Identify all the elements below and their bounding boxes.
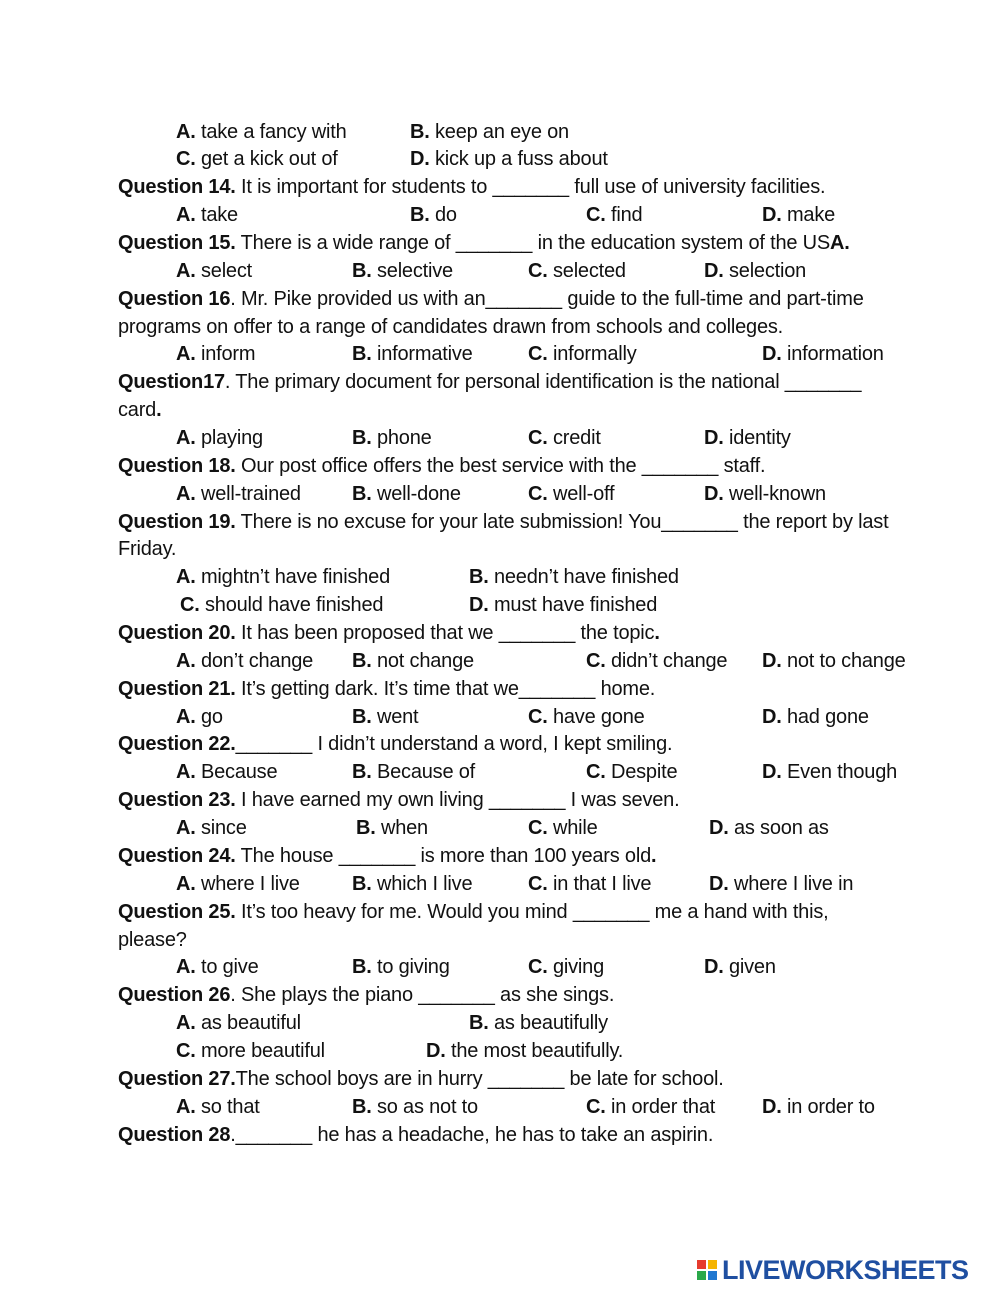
question-22: Question 22._______ I didn’t understand a word, I kept smiling.	[118, 733, 673, 755]
option-b: B. informative	[352, 343, 473, 365]
option-a: A. since	[176, 817, 247, 839]
option-a: A. as beautiful	[176, 1012, 301, 1034]
option-d: D. identity	[704, 427, 791, 449]
question-15: Question 15. There is a wide range of _______ in the education system of the USA.	[118, 232, 850, 254]
option-c: C. find	[586, 204, 643, 226]
option-c: C. while	[528, 817, 598, 839]
question-17: Question17. The primary document for personal identification is the national _______	[118, 371, 862, 393]
option-d: D. in order to	[762, 1096, 875, 1118]
option-d: D. well-known	[704, 483, 826, 505]
option-b: B. do	[410, 204, 457, 226]
option-a: A. so that	[176, 1096, 260, 1118]
option-d: D. where I live in	[709, 873, 854, 895]
option-c: C. in that I live	[528, 873, 652, 895]
option-a: A. Because	[176, 761, 278, 783]
option-a: A. don’t change	[176, 650, 314, 672]
option-b: B. well-done	[352, 483, 461, 505]
option-a: A. well-trained	[176, 483, 301, 505]
option-a: A. mightn’t have finished	[176, 566, 391, 588]
option-b: B. not change	[352, 650, 474, 672]
option-d: D. Even though	[762, 761, 898, 783]
option-d: D. kick up a fuss about	[410, 148, 608, 170]
option-b: B. so as not to	[352, 1096, 478, 1118]
option-b: B. went	[352, 706, 419, 728]
option-d: D. had gone	[762, 706, 869, 728]
option-b: B. keep an eye on	[410, 121, 569, 143]
option-c: C. more beautiful	[176, 1040, 325, 1062]
option-d: D. given	[704, 956, 776, 978]
option-b: B. phone	[352, 427, 432, 449]
question-14: Question 14. It is important for students to _______ full use of university facilities.	[118, 176, 826, 198]
option-d: D. as soon as	[709, 817, 829, 839]
option-b: B. to giving	[352, 956, 450, 978]
option-d: D. not to change	[762, 650, 906, 672]
question-20: Question 20. It has been proposed that we _______ the topic.	[118, 622, 660, 644]
question-18: Question 18. Our post office offers the best service with the _______ staff.	[118, 455, 766, 477]
option-c: C. get a kick out of	[176, 148, 338, 170]
question-23: Question 23. I have earned my own living _______ I was seven.	[118, 789, 680, 811]
option-d: D. the most beautifully.	[426, 1040, 624, 1062]
option-a: A. playing	[176, 427, 263, 449]
option-d: D. information	[762, 343, 884, 365]
option-c: C. Despite	[586, 761, 678, 783]
question-19: Question 19. There is no excuse for your late submission! You_______ the report by last	[118, 511, 889, 533]
question-26: Question 26. She plays the piano _______ as she sings.	[118, 984, 615, 1006]
question-21: Question 21. It’s getting dark. It’s time that we_______ home.	[118, 678, 656, 700]
option-a: A. inform	[176, 343, 256, 365]
option-d: D. must have finished	[469, 594, 658, 616]
option-a: A. to give	[176, 956, 259, 978]
option-b: B. Because of	[352, 761, 476, 783]
option-a: A. go	[176, 706, 223, 728]
option-b: B. when	[356, 817, 428, 839]
option-c: C. have gone	[528, 706, 645, 728]
question-28: Question 28._______ he has a headache, he has to take an aspirin.	[118, 1124, 714, 1146]
option-c: C. informally	[528, 343, 637, 365]
question-19-continued: Friday.	[118, 538, 177, 560]
option-a: A. take a fancy with	[176, 121, 347, 143]
option-a: A. take	[176, 204, 238, 226]
question-24: Question 24. The house _______ is more than 100 years old.	[118, 845, 657, 867]
option-c: C. giving	[528, 956, 605, 978]
option-c: C. in order that	[586, 1096, 716, 1118]
question-16-continued: programs on offer to a range of candidates drawn from schools and colleges.	[118, 316, 784, 338]
question-17-continued: card.	[118, 399, 162, 421]
option-c: C. well-off	[528, 483, 615, 505]
option-d: D. selection	[704, 260, 807, 282]
option-b: B. needn’t have finished	[469, 566, 679, 588]
option-c: C. credit	[528, 427, 601, 449]
option-c: C. should have finished	[180, 594, 384, 616]
option-b: B. selective	[352, 260, 453, 282]
option-b: B. which I live	[352, 873, 473, 895]
option-c: C. didn’t change	[586, 650, 728, 672]
liveworksheets-logo	[697, 1256, 969, 1284]
brand-name: LIVEWORKSHEETS	[722, 1255, 969, 1285]
option-a: A. where I live	[176, 873, 300, 895]
question-25: Question 25. It’s too heavy for me. Would you mind _______ me a hand with this,	[118, 901, 829, 923]
option-c: C. selected	[528, 260, 626, 282]
question-27: Question 27.The school boys are in hurry _______ be late for school.	[118, 1068, 724, 1090]
option-d: D. make	[762, 204, 836, 226]
option-a: A. select	[176, 260, 253, 282]
question-25-continued: please?	[118, 929, 187, 951]
liveworksheets-mark-icon	[697, 1258, 719, 1282]
option-b: B. as beautifully	[469, 1012, 608, 1034]
question-16: Question 16. Mr. Pike provided us with an_______ guide to the full-time and part-time	[118, 288, 864, 310]
